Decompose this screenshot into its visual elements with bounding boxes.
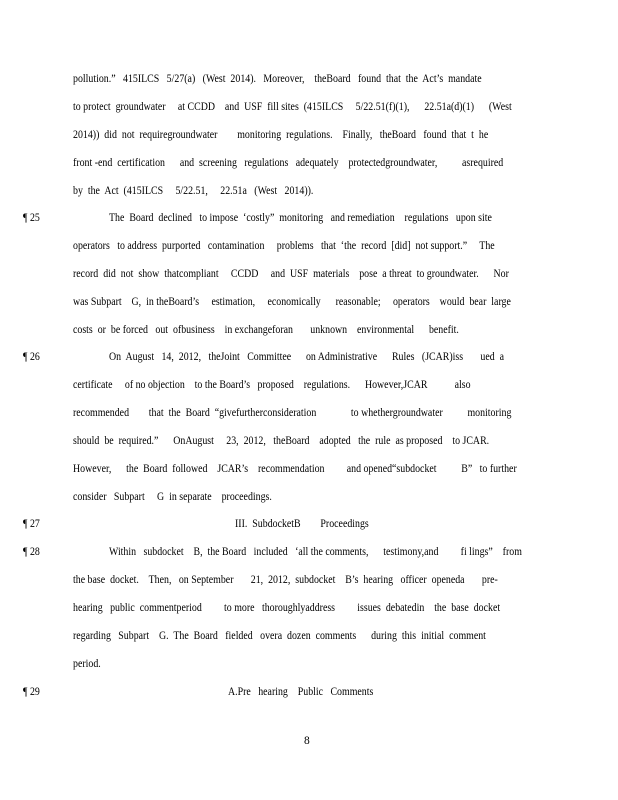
text-line: front -end certification and screening regulations adequately protectedgroundwater, asrequired [73, 157, 504, 169]
text-line: period. [73, 658, 101, 670]
text-line: On August 14, 2012, theJoint Committee on Administrative Rules (JCAR)iss ued a [109, 351, 505, 363]
text-line: pollution.” 415ILCS 5/27(a) (West 2014). Moreover, theBoard found that the Act’s mandate [73, 73, 482, 85]
text-line: to protect groundwater at CCDD and USF fill sites (415ILCS 5/22.51(f)(1), 22.51a(d)(1) (West [73, 101, 512, 113]
paragraph-mark: ¶ 27 [23, 518, 40, 530]
text-line: The Board declined to impose ‘costly” monitoring and remediation regulations upon site [109, 212, 492, 224]
text-line: 2014)) did not requiregroundwater monitoring regulations. Finally, theBoard found that t he [73, 129, 489, 141]
text-line: regarding Subpart G. The Board fielded overa dozen comments during this initial comment [73, 630, 486, 642]
text-line: costs or be forced out ofbusiness in exchangeforan unknown environmental benefit. [73, 324, 459, 336]
text-line: record did not show thatcompliant CCDD and USF materials pose a threat to groundwater. Nor [73, 268, 509, 280]
paragraph-mark: ¶ 28 [23, 546, 40, 558]
paragraph-mark: ¶ 29 [23, 686, 40, 698]
page-number: 8 [304, 735, 310, 747]
text-line: was Subpart G, in theBoard’s estimation, economically reasonable; operators would bear large [73, 296, 511, 308]
text-line: should be required.” OnAugust 23, 2012, theBoard adopted the rule as proposed to JCAR. [73, 435, 490, 447]
section-heading: III. SubdocketB Proceedings [235, 518, 369, 530]
text-line: by the Act (415ILCS 5/22.51, 22.51a (West 2014)). [73, 185, 314, 197]
text-line: However, the Board followed JCAR’s recommendation and opened“subdocket B” to further [73, 463, 517, 475]
paragraph-mark: ¶ 25 [23, 212, 40, 224]
text-line: operators to address purported contamination problems that ‘the record [did] not support.” The [73, 240, 495, 252]
section-heading: A.Pre hearing Public Comments [228, 686, 374, 698]
text-line: hearing public commentperiod to more thoroughlyaddress issues debatedin the base docket [73, 602, 501, 614]
paragraph-mark: ¶ 26 [23, 351, 40, 363]
text-line: recommended that the Board “givefurtherconsideration to whethergroundwater monitoring [73, 407, 512, 419]
text-line: Within subdocket B, the Board included ‘all the comments, testimony,and fi lings” from [109, 546, 522, 558]
text-line: the base docket. Then, on September 21, 2012, subdocket B’s hearing officer openeda pre- [73, 574, 498, 586]
text-line: certificate of no objection to the Board’s proposed regulations. However,JCAR also [73, 379, 471, 391]
text-line: consider Subpart G in separate proceedings. [73, 491, 272, 503]
